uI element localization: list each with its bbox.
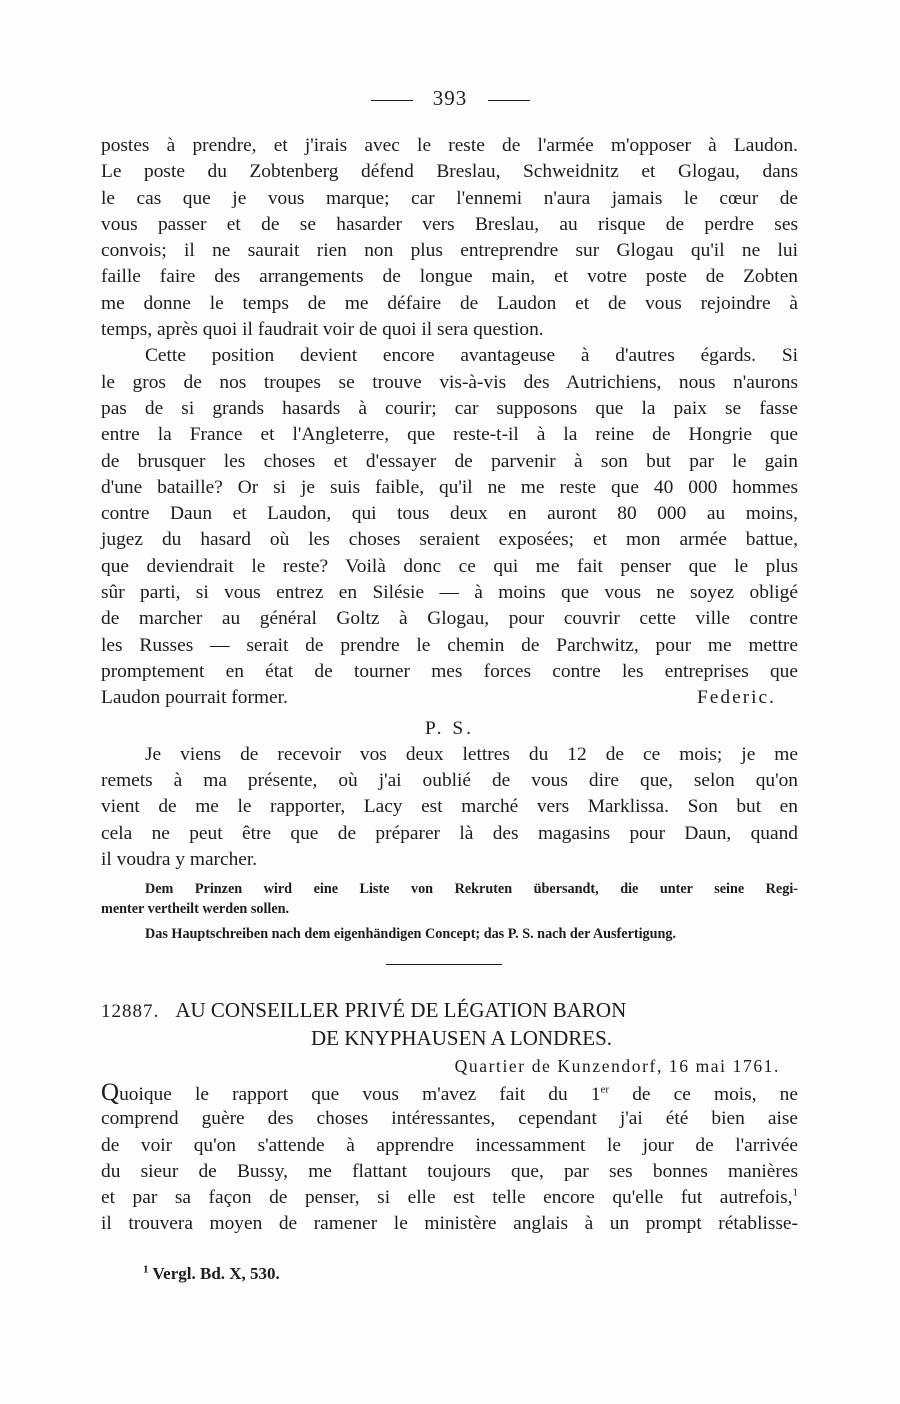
text-line: il voudra y marcher. [101, 849, 258, 871]
letter-title [101, 996, 798, 1024]
text-line: remets à ma présente, où j'ai oublié de vous dire que, selon qu'on [101, 770, 798, 792]
footnote-mark: 1 [143, 1263, 149, 1276]
text-line: comprend guère des choses intéressantes, cependant j'ai été bien aise [101, 1108, 798, 1130]
closing-text: Laudon pourrait former. [101, 687, 288, 709]
text-line: Je viens de recevoir vos deux lettres du 12 de ce mois; je me [145, 743, 798, 765]
text-line: promptement en état de tourner mes forces contre les entreprises que [101, 660, 798, 682]
section-divider [386, 964, 502, 965]
text-line: de marcher au général Goltz à Glogau, pour couvrir cette ville contre [101, 608, 798, 630]
letter-title-line1: AU CONSEILLER PRIVÉ DE LÉGATION BARON [175, 998, 627, 1022]
text-line: vous passer et de se hasarder vers Breslau, au risque de perdre ses [101, 213, 798, 235]
text-line: temps, après quoi il faudrait voir de quoi il sera question. [101, 319, 544, 341]
text-line: postes à prendre, et j'irais avec le reste de l'armée m'opposer à Laudon. [101, 135, 798, 156]
text-line: entre la France et l'Angleterre, que reste-t-il à la reine de Hongrie que [101, 424, 798, 446]
next-letter [101, 996, 798, 1238]
text-line: les Russes — serait de prendre le chemin de Parchwitz, pour me mettre [101, 634, 798, 656]
text-line: contre Daun et Laudon, qui tous deux en auront 80 000 au moins, [101, 503, 798, 525]
text-line: et par sa façon de penser, si elle est telle encore qu'elle fut autrefois,$^1$ [101, 1186, 798, 1209]
text-line: Cette position devient encore avantageuse à d'autres égards. Si [145, 345, 798, 367]
text-line: me donne le temps de me défaire de Laudon et de vous rejoindre à [101, 292, 798, 314]
text-line: que deviendrait le reste? Voilà donc ce qui me fait penser que le plus [101, 555, 798, 577]
text-line: sûr parti, si vous entrez en Silésie — à moins que vous ne soyez obligé [101, 582, 798, 604]
footnote-mark: 1 [792, 1186, 798, 1199]
first-line: Quoique le rapport que vous m'avez fait du 1er de ce mois, ne [101, 1079, 798, 1106]
text-line: le cas que je vous marque; car l'ennemi n'aura jamais le cœur de [101, 187, 798, 209]
main-letter-body [101, 133, 798, 944]
superscript: er [600, 1083, 610, 1096]
text-line: du sieur de Bussy, me flattant toujours que, par ses bonnes manières [101, 1160, 798, 1182]
page-header [0, 86, 900, 111]
text-line: le gros de nos troupes se trouve vis-à-vis des Autrichiens, nous n'aurons [101, 371, 798, 393]
header-rule-right [488, 100, 530, 101]
text-line: pas de si grands hasards à courir; car supposons que la paix se fasse [101, 397, 798, 419]
drop-cap: Q [101, 1079, 120, 1106]
letter-number: 12887. [101, 1001, 160, 1022]
text-line: Le poste du Zobtenberg défend Breslau, Schweidnitz et Glogau, dans [101, 161, 798, 183]
text-line: faille faire des arrangements de longue main, et votre poste de Zobten [101, 266, 798, 288]
text-line: cela ne peut être que de préparer là des magasins pour Daun, quand [101, 822, 798, 844]
text-line: vient de me le rapporter, Lacy est marché vers Marklissa. Son but en [101, 796, 798, 818]
signature: Federic. [697, 687, 776, 709]
header-rule-left [371, 100, 413, 101]
postscript-heading: P. S. [425, 717, 474, 739]
editorial-note-source: Das Hauptschreiben nach dem eigenhändigen Concept; das P. S. nach der Ausfertigung. [145, 926, 677, 943]
text-line: de voir qu'on s'attende à apprendre incessamment le jour de l'arrivée [101, 1134, 798, 1156]
page-number: 393 [432, 86, 468, 110]
text-line: de brusquer les choses et d'essayer de parvenir à son but par le gain [101, 450, 798, 472]
text-line: jugez du hasard où les choses seraient exposées; et mon armée battue, [101, 529, 798, 551]
footnote [143, 1264, 280, 1284]
text-line: il trouvera moyen de ramener le ministère anglais à un prompt rétablisse- [101, 1213, 798, 1235]
text-line: d'une bataille? Or si je suis faible, qu'il ne me reste que 40 000 hommes [101, 476, 798, 498]
letter-title-line2: DE KNYPHAUSEN A LONDRES. [310, 1026, 613, 1050]
editorial-note-line: Dem Prinzen wird eine Liste von Rekruten übersandt, die unter seine Regi- [145, 881, 798, 898]
editorial-note-line: menter vertheilt werden sollen. [101, 901, 290, 918]
dateline: Quartier de Kunzendorf, 16 mai 1761. [454, 1056, 780, 1076]
footnote-text: Vergl. Bd. X, 530. [152, 1264, 280, 1283]
closing-line [101, 685, 798, 711]
text-line: convois; il ne saurait rien non plus entreprendre sur Glogau qu'il ne lui [101, 240, 798, 262]
